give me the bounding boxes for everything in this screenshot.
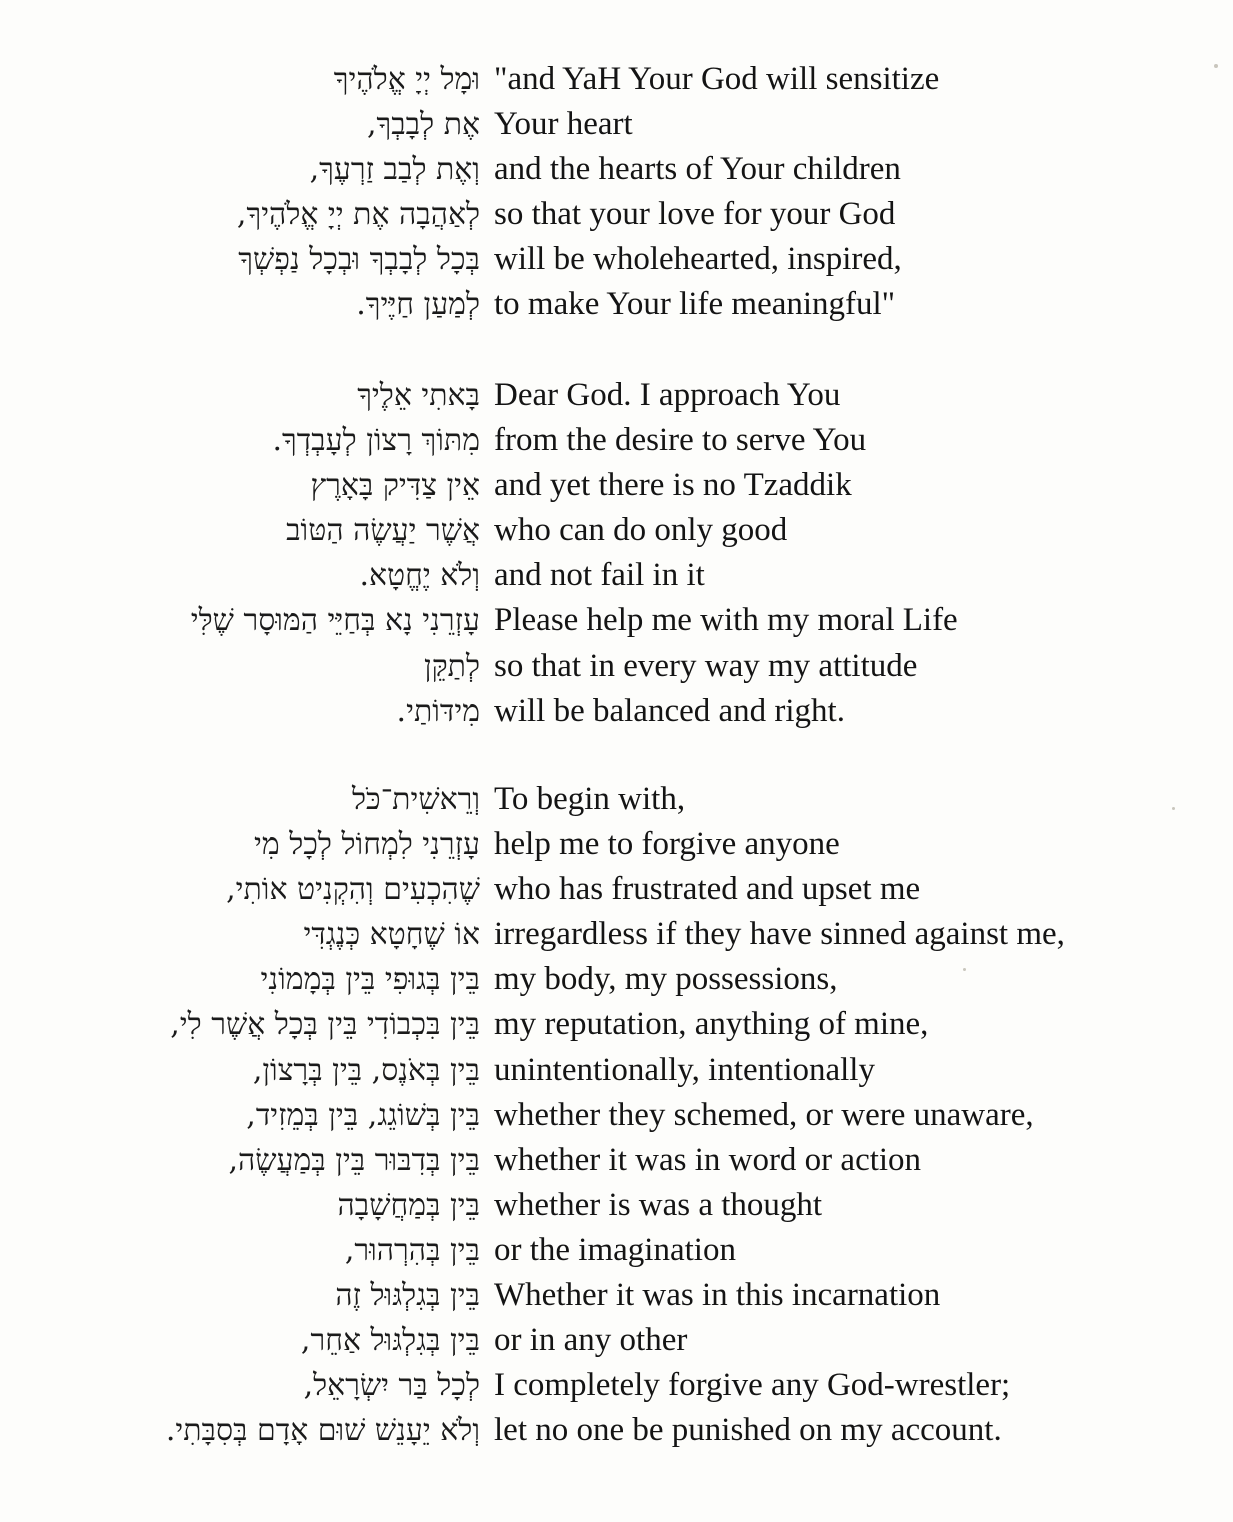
hebrew-text: לְמַעַן חַיֶּיךָ.: [356, 287, 480, 323]
english-text: let no one be punished on my account.: [494, 1412, 1002, 1449]
english-text: my body, my possessions,: [494, 961, 838, 998]
verse-line: [0, 867, 1233, 912]
english-text: whether they schemed, or were unaware,: [494, 1096, 1034, 1133]
english-text: Your heart: [494, 106, 633, 143]
hebrew-text: שֶׁהִכְעִים וְהִקְנִיט אוֹתִי,: [226, 872, 480, 908]
verse-line: [0, 598, 1233, 643]
hebrew-text: בֵּין בְּשׁוֹגֵג, בֵּין בְּמֵזִיד,: [246, 1097, 480, 1133]
english-text: to make Your life meaningful": [494, 286, 896, 323]
english-text: irregardless if they have sinned against me,: [494, 916, 1065, 953]
english-text: my reputation, anything of mine,: [494, 1006, 929, 1043]
verse-line: [0, 1228, 1233, 1273]
verse-line: [0, 102, 1233, 147]
hebrew-text: לְאַהֲבָה אֶת יְיָ אֱלֹהֶיךָ,: [236, 197, 480, 233]
hebrew-text: בֵּין בְּאֹנֶס, בֵּין בְּרָצוֹן,: [252, 1052, 480, 1088]
verse-line: [0, 1183, 1233, 1228]
hebrew-text: אֶת לְבָבְךָ,: [366, 107, 480, 143]
english-text: I completely forgive any God-wrestler;: [494, 1367, 1011, 1404]
hebrew-text: וּמָל יְיָ אֱלֹהֶיךָ: [333, 62, 480, 97]
verse-line: [0, 1363, 1233, 1408]
stanza-1: [0, 57, 1233, 328]
english-text: and not fail in it: [494, 557, 705, 594]
english-text: whether it was in word or action: [494, 1141, 922, 1178]
hebrew-text: בָּאתִי אֵלֶיךָ: [357, 378, 480, 413]
hebrew-text: מִידּוֹתַי.: [396, 693, 480, 729]
english-text: and yet there is no Tzaddik: [494, 467, 852, 504]
hebrew-text: בֵּין בְּדִבּוּר בֵּין בְּמַעֲשֶׂה,: [228, 1142, 480, 1178]
hebrew-text: וְלֹא יֶחֱטָא.: [359, 558, 480, 594]
scan-speck: [1172, 807, 1175, 810]
english-text: unintentionally, intentionally: [494, 1051, 875, 1088]
hebrew-text: בֵּין בְּמַחֲשָׁבָה: [337, 1187, 480, 1223]
english-text: will be wholehearted, inspired,: [494, 241, 902, 278]
verse-line: [0, 1273, 1233, 1318]
english-text: from the desire to serve You: [494, 422, 867, 459]
english-text: so that your love for your God: [494, 196, 896, 233]
verse-line: [0, 689, 1233, 734]
verse-line: [0, 237, 1233, 282]
english-text: "and YaH Your God will sensitize: [494, 61, 940, 97]
verse-line: [0, 282, 1233, 327]
english-text: whether is was a thought: [494, 1186, 823, 1223]
verse-line: [0, 777, 1233, 822]
hebrew-text: וְרֵאשִׁית־כֹּל: [352, 782, 480, 817]
verse-line: [0, 1093, 1233, 1138]
hebrew-text: בֵּין בְּגִלְגּוּל זֶה: [335, 1278, 480, 1314]
english-text: Dear God. I approach You: [494, 377, 841, 413]
hebrew-text: מִתּוֹךְ רָצוֹן לְעָבְדְךָ.: [272, 423, 480, 459]
scan-speck: [963, 968, 966, 971]
verse-line: [0, 147, 1233, 192]
hebrew-text: וְאֶת לְבַב זַרְעֶךָ,: [309, 152, 480, 188]
verse-line: [0, 644, 1233, 689]
hebrew-text: בְּכָל לְבָבְךָ וּבְכָל נַפְשְׁךָ: [238, 242, 480, 278]
hebrew-text: בֵּין בְּגִלְגּוּל אַחֵר,: [300, 1323, 480, 1359]
hebrew-text: בֵּין בְּהִרְהוּר,: [344, 1232, 480, 1268]
english-text: will be balanced and right.: [494, 692, 845, 729]
hebrew-text: בֵּין בִּכְבוֹדִי בֵּין בְּכָל אֲשֶׁר לִי,: [170, 1007, 480, 1043]
stanza-3: [0, 777, 1233, 1453]
english-text: who can do only good: [494, 512, 788, 549]
verse-line: [0, 912, 1233, 957]
verse-line: [0, 1048, 1233, 1093]
verse-line: [0, 418, 1233, 463]
scan-speck: [1214, 64, 1218, 68]
verse-line: [0, 1408, 1233, 1453]
verse-line: [0, 957, 1233, 1002]
hebrew-text: אוֹ שֶׁחָטָא כְּנֶגְדִּי: [303, 917, 480, 953]
hebrew-text: אֵין צַדִּיק בָּאָרֶץ: [310, 468, 480, 504]
verse-line: [0, 1318, 1233, 1363]
hebrew-text: לְתַקֵּן: [423, 648, 480, 684]
hebrew-text: לְכָל בַּר יִשְׂרָאֵל,: [303, 1368, 480, 1404]
english-text: or in any other: [494, 1322, 688, 1359]
verse-line: [0, 822, 1233, 867]
verse-line: [0, 57, 1233, 102]
verse-line: [0, 1002, 1233, 1047]
verse-line: [0, 373, 1233, 418]
english-text: so that in every way my attitude: [494, 647, 918, 684]
verse-line: [0, 192, 1233, 237]
english-text: Please help me with my moral Life: [494, 602, 958, 639]
english-text: Whether it was in this incarnation: [494, 1277, 941, 1314]
verse-line: [0, 463, 1233, 508]
verse-line: [0, 508, 1233, 553]
hebrew-text: אֲשֶׁר יַעֲשֶׂה הַטּוֹב: [286, 513, 480, 549]
english-text: or the imagination: [494, 1231, 736, 1268]
stanza-2: [0, 373, 1233, 734]
english-text: To begin with,: [494, 781, 686, 817]
english-text: who has frustrated and upset me: [494, 871, 921, 908]
hebrew-text: עָזְרֵנִי לִמְחוֹל לְכָל מִי: [254, 827, 480, 863]
english-text: help me to forgive anyone: [494, 826, 840, 863]
hebrew-text: בֵּין בְּגוּפִי בֵּין בְּמָמוֹנִי: [260, 962, 480, 998]
verse-line: [0, 553, 1233, 598]
verse-line: [0, 1138, 1233, 1183]
english-text: and the hearts of Your children: [494, 151, 901, 188]
hebrew-text: וְלֹא יֵעָנֵשׁ שׁוּם אָדָם בְּסִבָּתִי.: [165, 1413, 480, 1449]
hebrew-text: עָזְרֵנִי נָא בְּחַיֵּי הַמּוּסָר שֶׁלִּי: [190, 603, 480, 639]
